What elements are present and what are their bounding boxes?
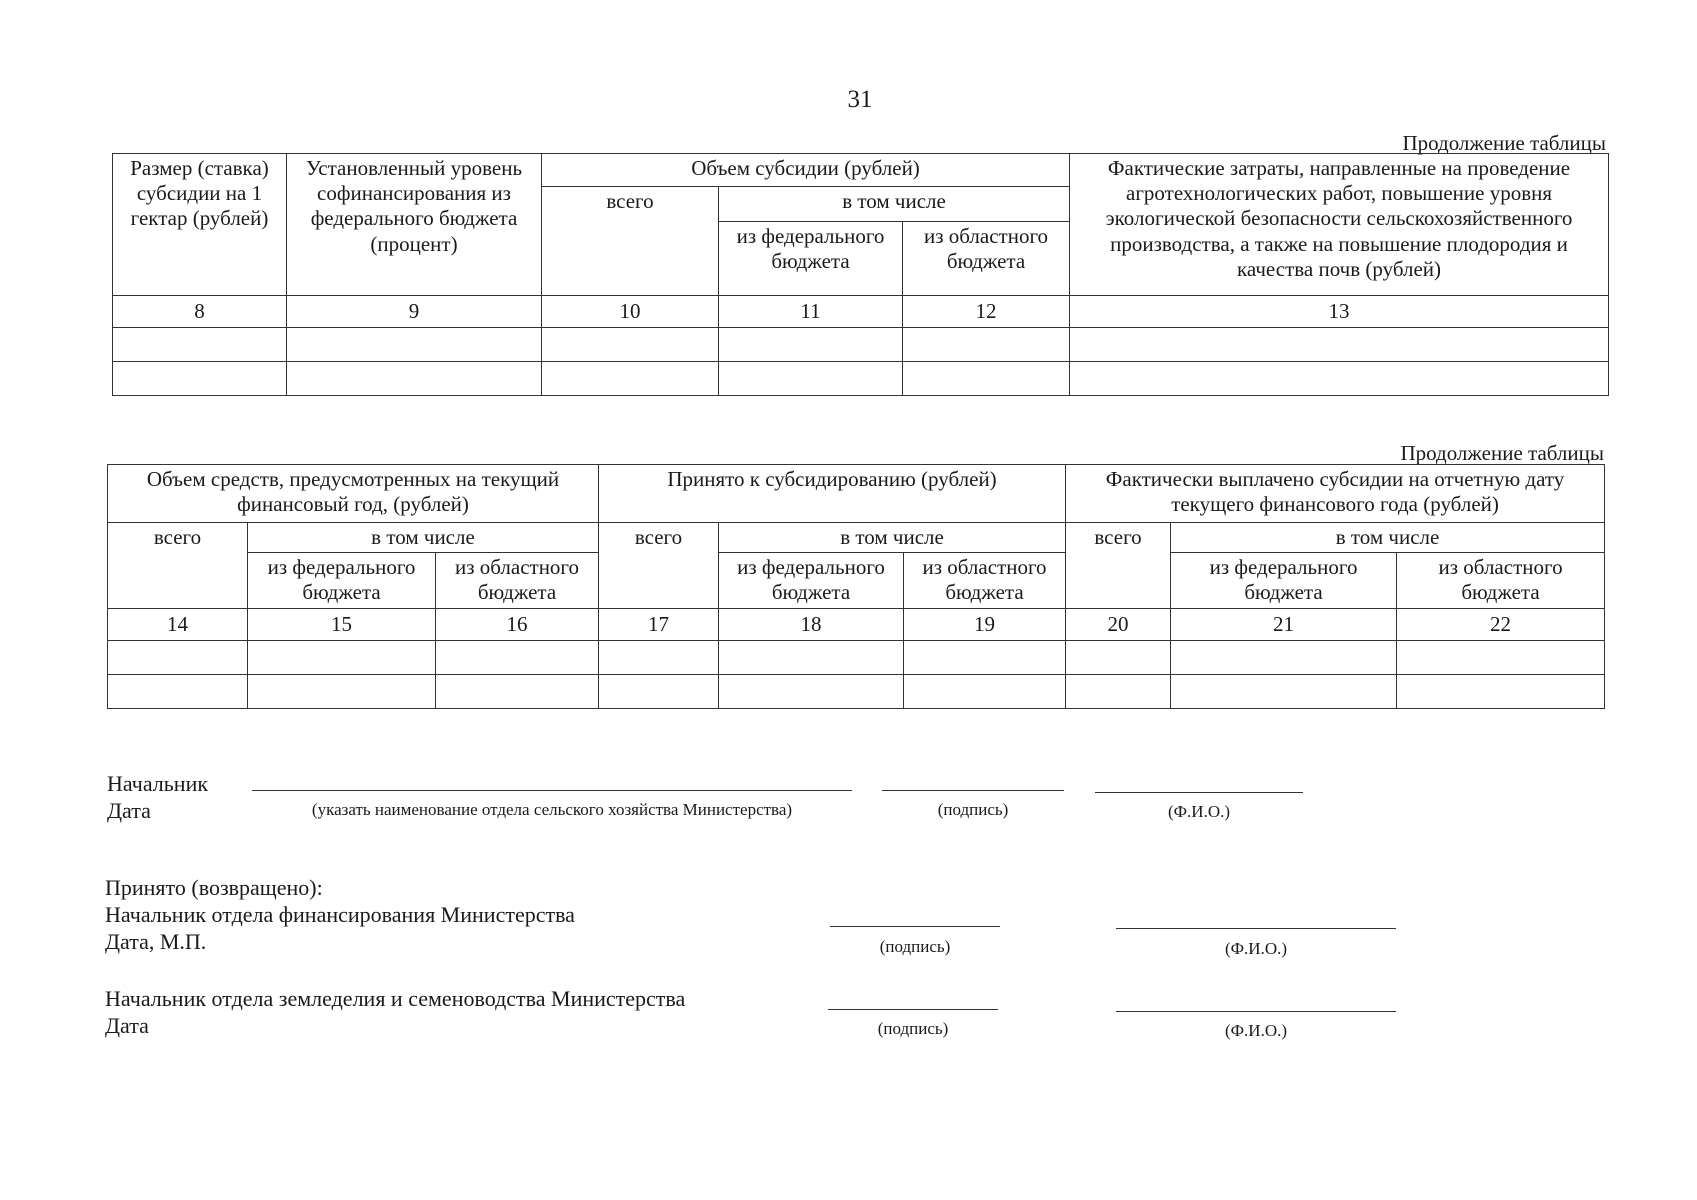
header-regional: из областного бюджета <box>904 553 1066 609</box>
header-actual-costs: Фактические затраты, направленные на проведение агротехнологических работ, повышение уровня экологической безопасности сельскохозяйственного производства, а также на повышение плодородия и качества почв (рублей) <box>1070 154 1609 296</box>
table-cell[interactable] <box>542 362 719 396</box>
date-label: Дата <box>107 798 151 823</box>
header-planned-funds: Объем средств, предусмотренных на текущий финансовый год, (рублей) <box>108 465 599 523</box>
table-cell[interactable] <box>599 641 719 675</box>
header-federal: из федерального бюджета <box>248 553 436 609</box>
header-regional: из областного бюджета <box>436 553 599 609</box>
table-row <box>108 675 1605 709</box>
signature-line[interactable] <box>882 790 1064 791</box>
department-line[interactable] <box>252 790 852 791</box>
column-number: 9 <box>287 296 542 328</box>
department-caption: (указать наименование отдела сельского хозяйства Министерства) <box>311 800 793 819</box>
header-including: в том числе <box>1171 523 1605 553</box>
table-continuation-label: Продолжение таблицы <box>1400 441 1604 465</box>
column-number: 17 <box>599 609 719 641</box>
table-cell[interactable] <box>719 641 904 675</box>
header-accepted: Принято к субсидированию (рублей) <box>599 465 1066 523</box>
table-continuation-label: Продолжение таблицы <box>1402 131 1606 155</box>
header-federal: из федерального бюджета <box>719 553 904 609</box>
subsidy-table <box>112 153 1609 396</box>
column-number: 15 <box>248 609 436 641</box>
table-cell[interactable] <box>1066 641 1171 675</box>
header-total: всего <box>1066 523 1171 609</box>
header-subsidy-volume: Объем субсидии (рублей) <box>542 154 1070 187</box>
header-regional: из областного бюджета <box>1397 553 1605 609</box>
table-cell[interactable] <box>1070 362 1609 396</box>
table-cell[interactable] <box>113 362 287 396</box>
table-cell[interactable] <box>1066 675 1171 709</box>
header-federal: из федерального бюджета <box>719 222 903 296</box>
table-cell[interactable] <box>248 675 436 709</box>
table-row <box>113 362 1609 396</box>
table-cell[interactable] <box>248 641 436 675</box>
table-cell[interactable] <box>903 362 1070 396</box>
table-cell[interactable] <box>1070 328 1609 362</box>
column-number: 22 <box>1397 609 1605 641</box>
column-number: 13 <box>1070 296 1609 328</box>
table-cell[interactable] <box>108 675 248 709</box>
signature-line[interactable] <box>828 1009 998 1010</box>
column-number: 18 <box>719 609 904 641</box>
header-including: в том числе <box>719 187 1070 222</box>
table-cell[interactable] <box>287 362 542 396</box>
header-total: всего <box>599 523 719 609</box>
table-cell[interactable] <box>904 675 1066 709</box>
name-line[interactable] <box>1116 928 1396 929</box>
signature-caption: (подпись) <box>879 937 951 956</box>
table-cell[interactable] <box>1171 675 1397 709</box>
accepted-label: Принято (возвращено): <box>105 875 323 900</box>
signature-caption: (подпись) <box>937 800 1009 819</box>
date-label: Дата, М.П. <box>105 929 207 954</box>
header-including: в том числе <box>248 523 599 553</box>
table-cell[interactable] <box>436 641 599 675</box>
table-cell[interactable] <box>719 328 903 362</box>
table-cell[interactable] <box>719 362 903 396</box>
table-cell[interactable] <box>903 328 1070 362</box>
column-number: 11 <box>719 296 903 328</box>
column-number: 20 <box>1066 609 1171 641</box>
column-number: 21 <box>1171 609 1397 641</box>
table-cell[interactable] <box>719 675 904 709</box>
table-cell[interactable] <box>113 328 287 362</box>
name-caption: (Ф.И.О.) <box>1224 939 1288 958</box>
signature-block-finance <box>105 874 575 955</box>
table-cell[interactable] <box>1171 641 1397 675</box>
table-row <box>113 328 1609 362</box>
header-including: в том числе <box>719 523 1066 553</box>
signature-caption: (подпись) <box>877 1019 949 1038</box>
date-label: Дата <box>105 1013 149 1038</box>
column-number: 19 <box>904 609 1066 641</box>
funds-table <box>107 464 1605 709</box>
table-cell[interactable] <box>542 328 719 362</box>
table-cell[interactable] <box>1397 675 1605 709</box>
header-paid: Фактически выплачено субсидии на отчетную дату текущего финансового года (рублей) <box>1066 465 1605 523</box>
signer-title: Начальник <box>107 771 209 796</box>
name-line[interactable] <box>1116 1011 1396 1012</box>
header-rate: Размер (ставка) субсидии на 1 гектар (рублей) <box>113 154 287 296</box>
header-total: всего <box>542 187 719 296</box>
header-cofinancing: Установленный уровень софинансирования из федерального бюджета (процент) <box>287 154 542 296</box>
signer-title: Начальник отдела земледелия и семеноводства Министерства <box>105 986 686 1011</box>
table-cell[interactable] <box>436 675 599 709</box>
column-number: 12 <box>903 296 1070 328</box>
column-number: 8 <box>113 296 287 328</box>
table-cell[interactable] <box>287 328 542 362</box>
signature-block-head <box>107 770 208 824</box>
column-number: 16 <box>436 609 599 641</box>
name-caption: (Ф.И.О.) <box>1224 1021 1288 1040</box>
table-cell[interactable] <box>108 641 248 675</box>
table-cell[interactable] <box>904 641 1066 675</box>
header-federal: из федерального бюджета <box>1171 553 1397 609</box>
table-cell[interactable] <box>1397 641 1605 675</box>
table-cell[interactable] <box>599 675 719 709</box>
name-line[interactable] <box>1095 792 1303 793</box>
page-number: 31 <box>847 86 873 113</box>
table-row <box>108 641 1605 675</box>
header-regional: из областного бюджета <box>903 222 1070 296</box>
column-number: 10 <box>542 296 719 328</box>
signer-title: Начальник отдела финансирования Министерства <box>105 902 575 927</box>
signature-block-agriculture <box>105 985 685 1039</box>
column-number: 14 <box>108 609 248 641</box>
name-caption: (Ф.И.О.) <box>1167 802 1231 821</box>
header-total: всего <box>108 523 248 609</box>
signature-line[interactable] <box>830 926 1000 927</box>
